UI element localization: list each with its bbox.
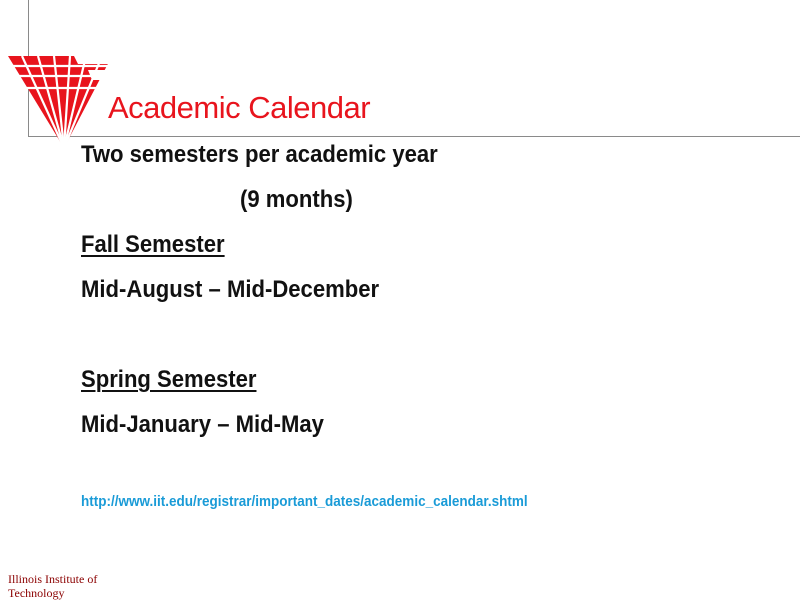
iit-logo-icon xyxy=(8,56,116,148)
page-title: Academic Calendar xyxy=(108,90,371,125)
spring-semester-dates: Mid-January – Mid-May xyxy=(81,411,324,438)
spring-semester-heading: Spring Semester xyxy=(81,366,257,393)
academic-calendar-link[interactable]: http://www.iit.edu/registrar/important_dates/academic_calendar.shtml xyxy=(81,493,528,510)
duration-line: (9 months) xyxy=(240,186,353,213)
semesters-line: Two semesters per academic year xyxy=(81,141,438,168)
fall-semester-dates: Mid-August – Mid-December xyxy=(81,276,380,303)
fall-semester-heading: Fall Semester xyxy=(81,231,225,258)
footer-institution: Illinois Institute of Technology xyxy=(8,572,98,600)
frame-horizontal-line xyxy=(28,136,800,137)
